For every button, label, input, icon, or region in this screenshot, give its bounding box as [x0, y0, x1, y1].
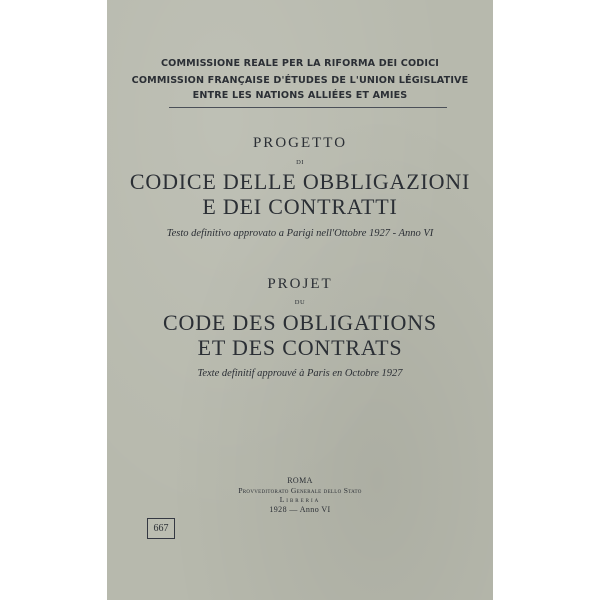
imprint-city: ROMA — [287, 476, 313, 485]
imprint-publisher: Provveditorato Generale dello Stato — [238, 486, 362, 495]
french-title-line-2: ET DES CONTRATS — [197, 335, 403, 360]
catalog-number-label: 667 — [147, 518, 175, 539]
header-line-1: COMMISSIONE REALE PER LA RIFORMA DEI CODICI — [160, 58, 440, 69]
italian-title-line-1: CODICE DELLE OBBLIGAZIONI — [129, 169, 471, 194]
header-divider — [169, 107, 447, 108]
italian-kicker: PROGETTO — [252, 135, 348, 151]
imprint-division: Libreria — [279, 495, 321, 504]
header-line-3: ENTRE LES NATIONS ALLIÉES ET AMIES — [192, 90, 408, 101]
french-subtitle: Texte definitif approuvé à Paris en Octobre 1927 — [197, 368, 403, 379]
italian-subtitle: Testo definitivo approvato a Parigi nell'Ottobre 1927 - Anno VI — [166, 228, 434, 239]
header-line-2: COMMISSION FRANÇAISE D'ÉTUDES DE L'UNION LÉGISLATIVE — [131, 75, 469, 86]
italian-title-line-2: E DEI CONTRATTI — [202, 194, 398, 219]
imprint-date: 1928 — Anno VI — [269, 505, 331, 514]
french-kicker: PROJET — [267, 276, 333, 292]
french-title-line-1: CODE DES OBLIGATIONS — [163, 310, 437, 335]
book-cover — [107, 0, 493, 600]
italian-connector: DI — [296, 159, 304, 166]
french-connector: DU — [294, 299, 306, 306]
